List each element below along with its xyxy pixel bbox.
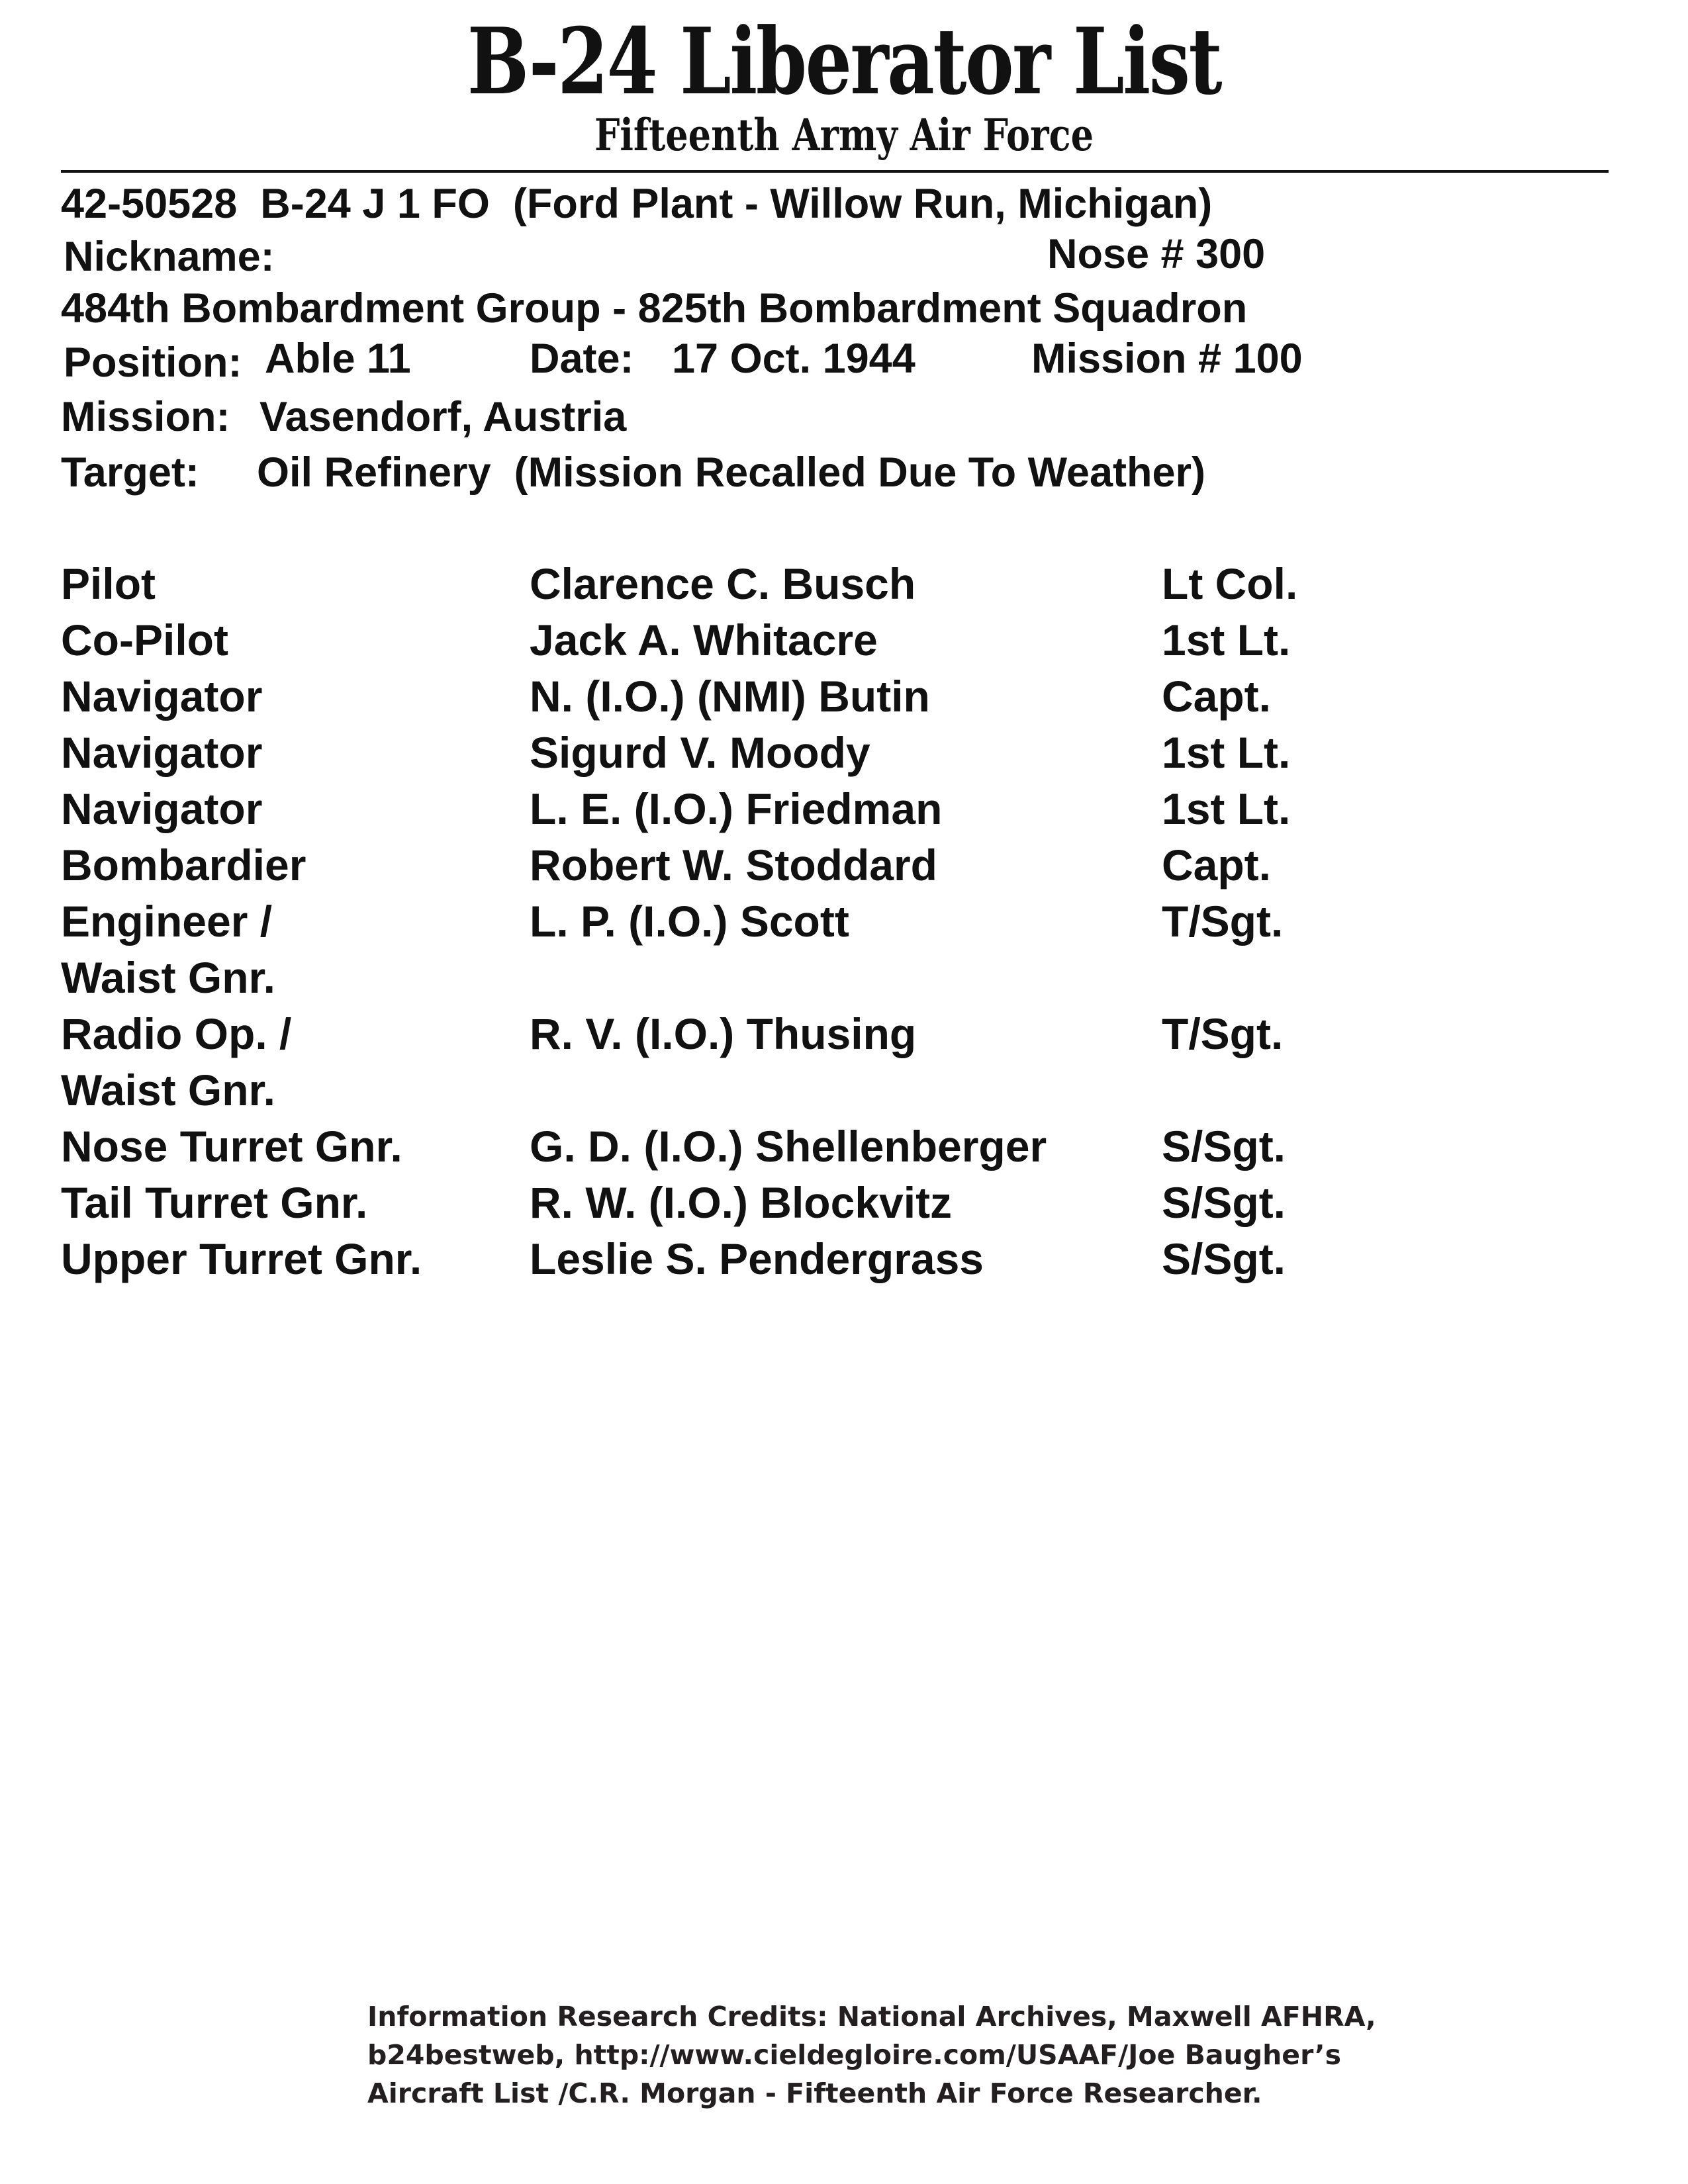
credits-line: b24bestweb, http://www.cieldegloire.com/USAAF/Joe Baugher’s (367, 2039, 1342, 2071)
date-label: Date: (530, 336, 634, 382)
crew-position: Waist Gnr. (61, 953, 275, 1002)
crew-name: Clarence C. Busch (530, 559, 916, 608)
mission-value: Vasendorf, Austria (259, 394, 627, 440)
crew-position: Engineer / (61, 897, 273, 946)
crew-rank: 1st Lt. (1162, 784, 1291, 833)
nickname-label: Nickname: (64, 234, 275, 280)
crew-position: Navigator (61, 784, 263, 833)
crew-rank: Capt. (1162, 672, 1271, 721)
crew-name: Jack A. Whitacre (530, 615, 878, 664)
crew-name: Sigurd V. Moody (530, 728, 870, 777)
crew-rank: 1st Lt. (1162, 615, 1291, 664)
aircraft-serial-line: 42-50528 B-24 J 1 FO (Ford Plant - Willow Run, Michigan) (61, 181, 1213, 227)
crew-name: R. V. (I.O.) Thusing (530, 1009, 917, 1058)
target-label: Target: (61, 449, 199, 496)
crew-rank: S/Sgt. (1162, 1122, 1286, 1171)
crew-position: Bombardier (61, 841, 306, 889)
crew-position: Upper Turret Gnr. (61, 1234, 422, 1283)
mission-label: Mission: (61, 394, 230, 440)
crew-position: Co-Pilot (61, 615, 228, 664)
crew-name: Leslie S. Pendergrass (530, 1234, 984, 1283)
position-value: Able 11 (265, 336, 411, 382)
crew-rank: Capt. (1162, 841, 1271, 889)
crew-name: N. (I.O.) (NMI) Butin (530, 672, 930, 721)
crew-name: Robert W. Stoddard (530, 841, 937, 889)
crew-position: Waist Gnr. (61, 1066, 275, 1115)
crew-position: Navigator (61, 728, 263, 777)
page-title: B-24 Liberator List (467, 7, 1221, 115)
crew-position: Nose Turret Gnr. (61, 1122, 402, 1171)
nose-number: Nose # 300 (1047, 231, 1266, 277)
crew-position: Radio Op. / (61, 1009, 292, 1058)
crew-position: Pilot (61, 559, 156, 608)
research-credits (367, 1997, 1493, 2113)
crew-rank: S/Sgt. (1162, 1234, 1286, 1283)
crew-name: R. W. (I.O.) Blockvitz (530, 1178, 953, 1227)
crew-name: L. E. (I.O.) Friedman (530, 784, 943, 833)
credits-line: Information Research Credits: National Archives, Maxwell AFHRA, (367, 2001, 1376, 2032)
crew-rank: Lt Col. (1162, 559, 1298, 608)
crew-rank: 1st Lt. (1162, 728, 1291, 777)
header-divider (61, 170, 1609, 173)
crew-position: Navigator (61, 672, 263, 721)
position-label: Position: (64, 340, 242, 386)
crew-name: L. P. (I.O.) Scott (530, 897, 849, 946)
credits-line: Aircraft List /C.R. Morgan - Fifteenth Air Force Researcher. (367, 2077, 1262, 2109)
page-subtitle: Fifteenth Army Air Force (594, 109, 1094, 161)
crew-position: Tail Turret Gnr. (61, 1178, 368, 1227)
date-value: 17 Oct. 1944 (672, 336, 915, 382)
crew-rank: S/Sgt. (1162, 1178, 1286, 1227)
crew-rank: T/Sgt. (1162, 1009, 1284, 1058)
crew-rank: T/Sgt. (1162, 897, 1284, 946)
unit-line: 484th Bombardment Group - 825th Bombardment Squadron (61, 285, 1248, 332)
mission-number: Mission # 100 (1031, 336, 1303, 382)
target-value: Oil Refinery (Mission Recalled Due To Weather) (257, 449, 1205, 496)
crew-name: G. D. (I.O.) Shellenberger (530, 1122, 1047, 1171)
